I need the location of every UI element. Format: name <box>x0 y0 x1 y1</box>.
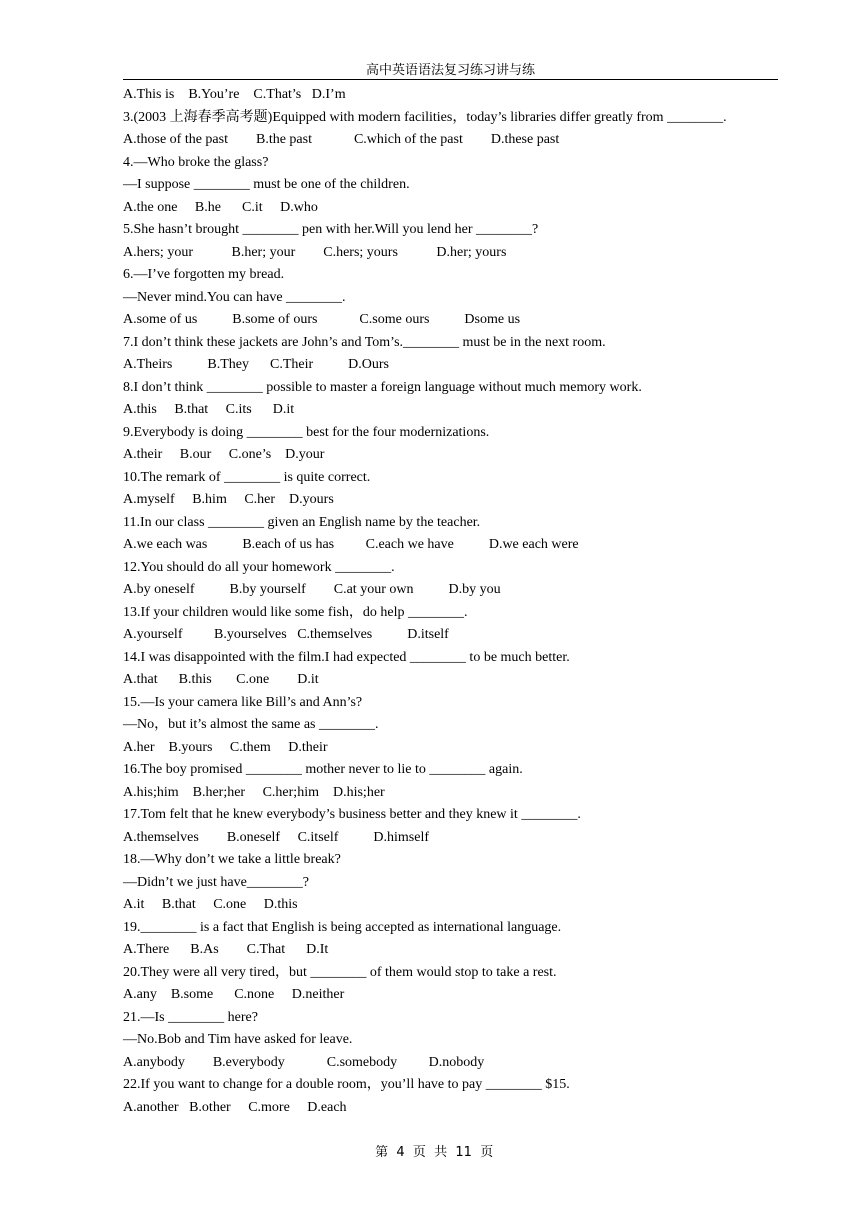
question-18-response: —Didn’t we just have________? <box>123 874 309 890</box>
question-12: 12.You should do all your homework ________. <box>123 559 395 575</box>
header-title: 高中英语语法复习练习讲与练 <box>365 63 535 78</box>
answer-options-10: A.myself B.him C.her D.yours <box>123 492 334 507</box>
answer-options-22: A.another B.other C.more D.each <box>123 1099 347 1115</box>
answer-options-9: A.their B.our C.one’s D.your <box>123 447 325 462</box>
answer-options-2: A.This is B.You’re C.That’s D.I’m <box>123 87 346 102</box>
question-6: 6.—I’ve forgotten my bread. <box>123 267 285 282</box>
question-4-response: —I suppose ________ must be one of the children. <box>123 177 410 192</box>
answer-options-8: A.this B.that C.its D.it <box>123 402 295 417</box>
answer-options-12: A.by oneself B.by yourself C.at your own D.by you <box>123 582 501 597</box>
question-14: 14.I was disappointed with the film.I had expected ________ to be much better. <box>123 649 570 665</box>
page-footer <box>0 1126 860 1162</box>
question-7: 7.I don’t think these jackets are John’s and Tom’s.________ must be in the next room. <box>123 334 606 350</box>
question-18: 18.—Why don’t we take a little break? <box>123 852 341 867</box>
question-15: 15.—Is your camera like Bill’s and Ann’s? <box>123 694 363 710</box>
answer-options-15: A.her B.yours C.them D.their <box>123 739 328 755</box>
answer-options-17: A.themselves B.oneself C.itself D.himself <box>123 829 430 845</box>
answer-options-18: A.it B.that C.one D.this <box>123 897 298 912</box>
question-20: 20.They were all very tired，but ________ of them would stop to take a rest. <box>123 964 557 980</box>
question-21: 21.—Is ________ here? <box>123 1009 258 1025</box>
exercise-content <box>123 84 783 1119</box>
question-5: 5.She hasn’t brought ________ pen with her.Will you lend her ________? <box>123 222 539 237</box>
question-22: 22.If you want to change for a double room，you’ll have to pay ________ $15. <box>123 1077 570 1092</box>
question-8: 8.I don’t think ________ possible to master a foreign language without much memory work. <box>123 379 642 395</box>
page-number: 第 4 页 共 11 页 <box>375 1145 494 1160</box>
question-21-response: —No.Bob and Tim have asked for leave. <box>123 1032 353 1047</box>
question-15-response: —No，but it’s almost the same as ________. <box>123 717 379 732</box>
question-4: 4.—Who broke the glass? <box>123 154 269 170</box>
answer-options-7: A.Theirs B.They C.Their D.Ours <box>123 357 389 372</box>
question-13: 13.If your children would like some fish，do help ________. <box>123 604 468 620</box>
page-header <box>123 62 778 80</box>
answer-options-11: A.we each was B.each of us has C.each we have D.we each were <box>123 537 579 552</box>
answer-options-5: A.hers; your B.her; your C.hers; yours D.her; yours <box>123 244 507 260</box>
answer-options-16: A.his;him B.her;her C.her;him D.his;her <box>123 784 385 800</box>
answer-options-6: A.some of us B.some of ours C.some ours Dsome us <box>123 312 521 327</box>
question-10: 10.The remark of ________ is quite correct. <box>123 469 371 485</box>
answer-options-3: A.those of the past B.the past C.which of the past D.these past <box>123 132 560 147</box>
question-17: 17.Tom felt that he knew everybody’s business better and they knew it ________. <box>123 807 581 822</box>
question-11: 11.In our class ________ given an English name by the teacher. <box>123 514 481 530</box>
answer-options-14: A.that B.this C.one D.it <box>123 672 319 687</box>
answer-options-13: A.yourself B.yourselves C.themselves D.itself <box>123 627 449 642</box>
question-6-response: —Never mind.You can have ________. <box>123 289 346 305</box>
question-16: 16.The boy promised ________ mother never to lie to ________ again. <box>123 762 523 777</box>
question-3: 3.(2003 上海春季高考题)Equipped with modern facilities，today’s libraries differ greatly from ________. <box>123 109 727 125</box>
answer-options-21: A.anybody B.everybody C.somebody D.nobody <box>123 1054 485 1070</box>
answer-options-20: A.any B.some C.none D.neither <box>123 987 345 1002</box>
question-9: 9.Everybody is doing ________ best for the four modernizations. <box>123 424 490 440</box>
question-19: 19.________ is a fact that English is being accepted as international language. <box>123 919 562 935</box>
answer-options-19: A.There B.As C.That D.It <box>123 942 329 957</box>
answer-options-4: A.the one B.he C.it D.who <box>123 199 318 215</box>
